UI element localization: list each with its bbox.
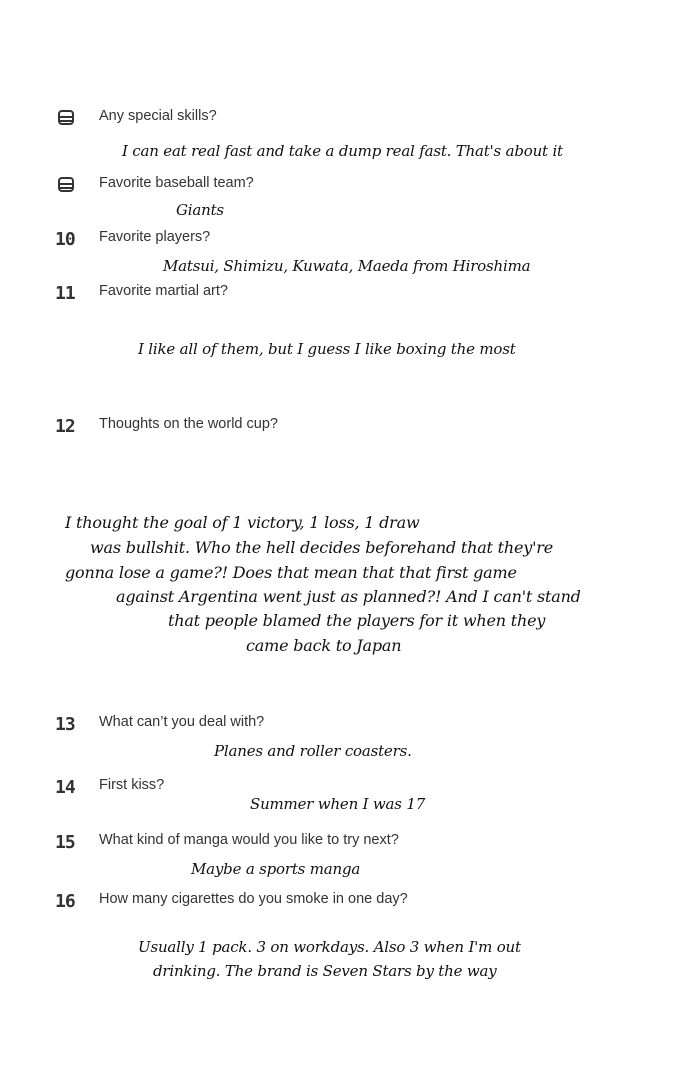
notebook-icon [58, 110, 74, 125]
answer-text: Summer when I was 17 [250, 795, 426, 813]
answer-text: Planes and roller coasters. [214, 742, 412, 760]
answer-line: that people blamed the players for it when they [168, 611, 546, 630]
question-text: First kiss? [99, 777, 165, 793]
question-number: 14 [55, 777, 75, 798]
question-text: Favorite players? [99, 229, 211, 245]
answer-line: gonna lose a game?! Does that mean that that first game [65, 563, 517, 582]
answer-line: drinking. The brand is Seven Stars by the way [153, 962, 497, 980]
question-number: 12 [55, 416, 75, 437]
question-number: 15 [55, 832, 75, 853]
answer-text: I like all of them, but I guess I like boxing the most [138, 340, 516, 358]
question-number: 13 [55, 714, 75, 735]
notebook-icon [58, 177, 74, 192]
question-number: 10 [55, 229, 75, 250]
question-number: 16 [55, 891, 75, 912]
answer-text: Matsui, Shimizu, Kuwata, Maeda from Hiroshima [163, 257, 531, 275]
answer-line: against Argentina went just as planned?! And I can't stand [116, 587, 581, 606]
question-text: Favorite martial art? [99, 283, 228, 299]
question-text: How many cigarettes do you smoke in one day? [99, 891, 408, 907]
question-text: Favorite baseball team? [99, 175, 254, 191]
answer-text: Giants [176, 201, 224, 219]
question-number: 11 [55, 283, 75, 304]
question-text: What can’t you deal with? [99, 714, 265, 730]
answer-text: Maybe a sports manga [191, 860, 361, 878]
answer-line: came back to Japan [246, 636, 402, 655]
answer-line: I thought the goal of 1 victory, 1 loss, 1 draw [65, 513, 420, 532]
answer-line: was bullshit. Who the hell decides beforehand that they're [90, 538, 554, 557]
question-text: Any special skills? [99, 108, 217, 124]
question-text: What kind of manga would you like to try next? [99, 832, 399, 848]
answer-line: Usually 1 pack. 3 on workdays. Also 3 when I'm out [138, 938, 521, 956]
answer-text: I can eat real fast and take a dump real fast. That's about it [122, 142, 563, 160]
question-text: Thoughts on the world cup? [99, 416, 278, 432]
